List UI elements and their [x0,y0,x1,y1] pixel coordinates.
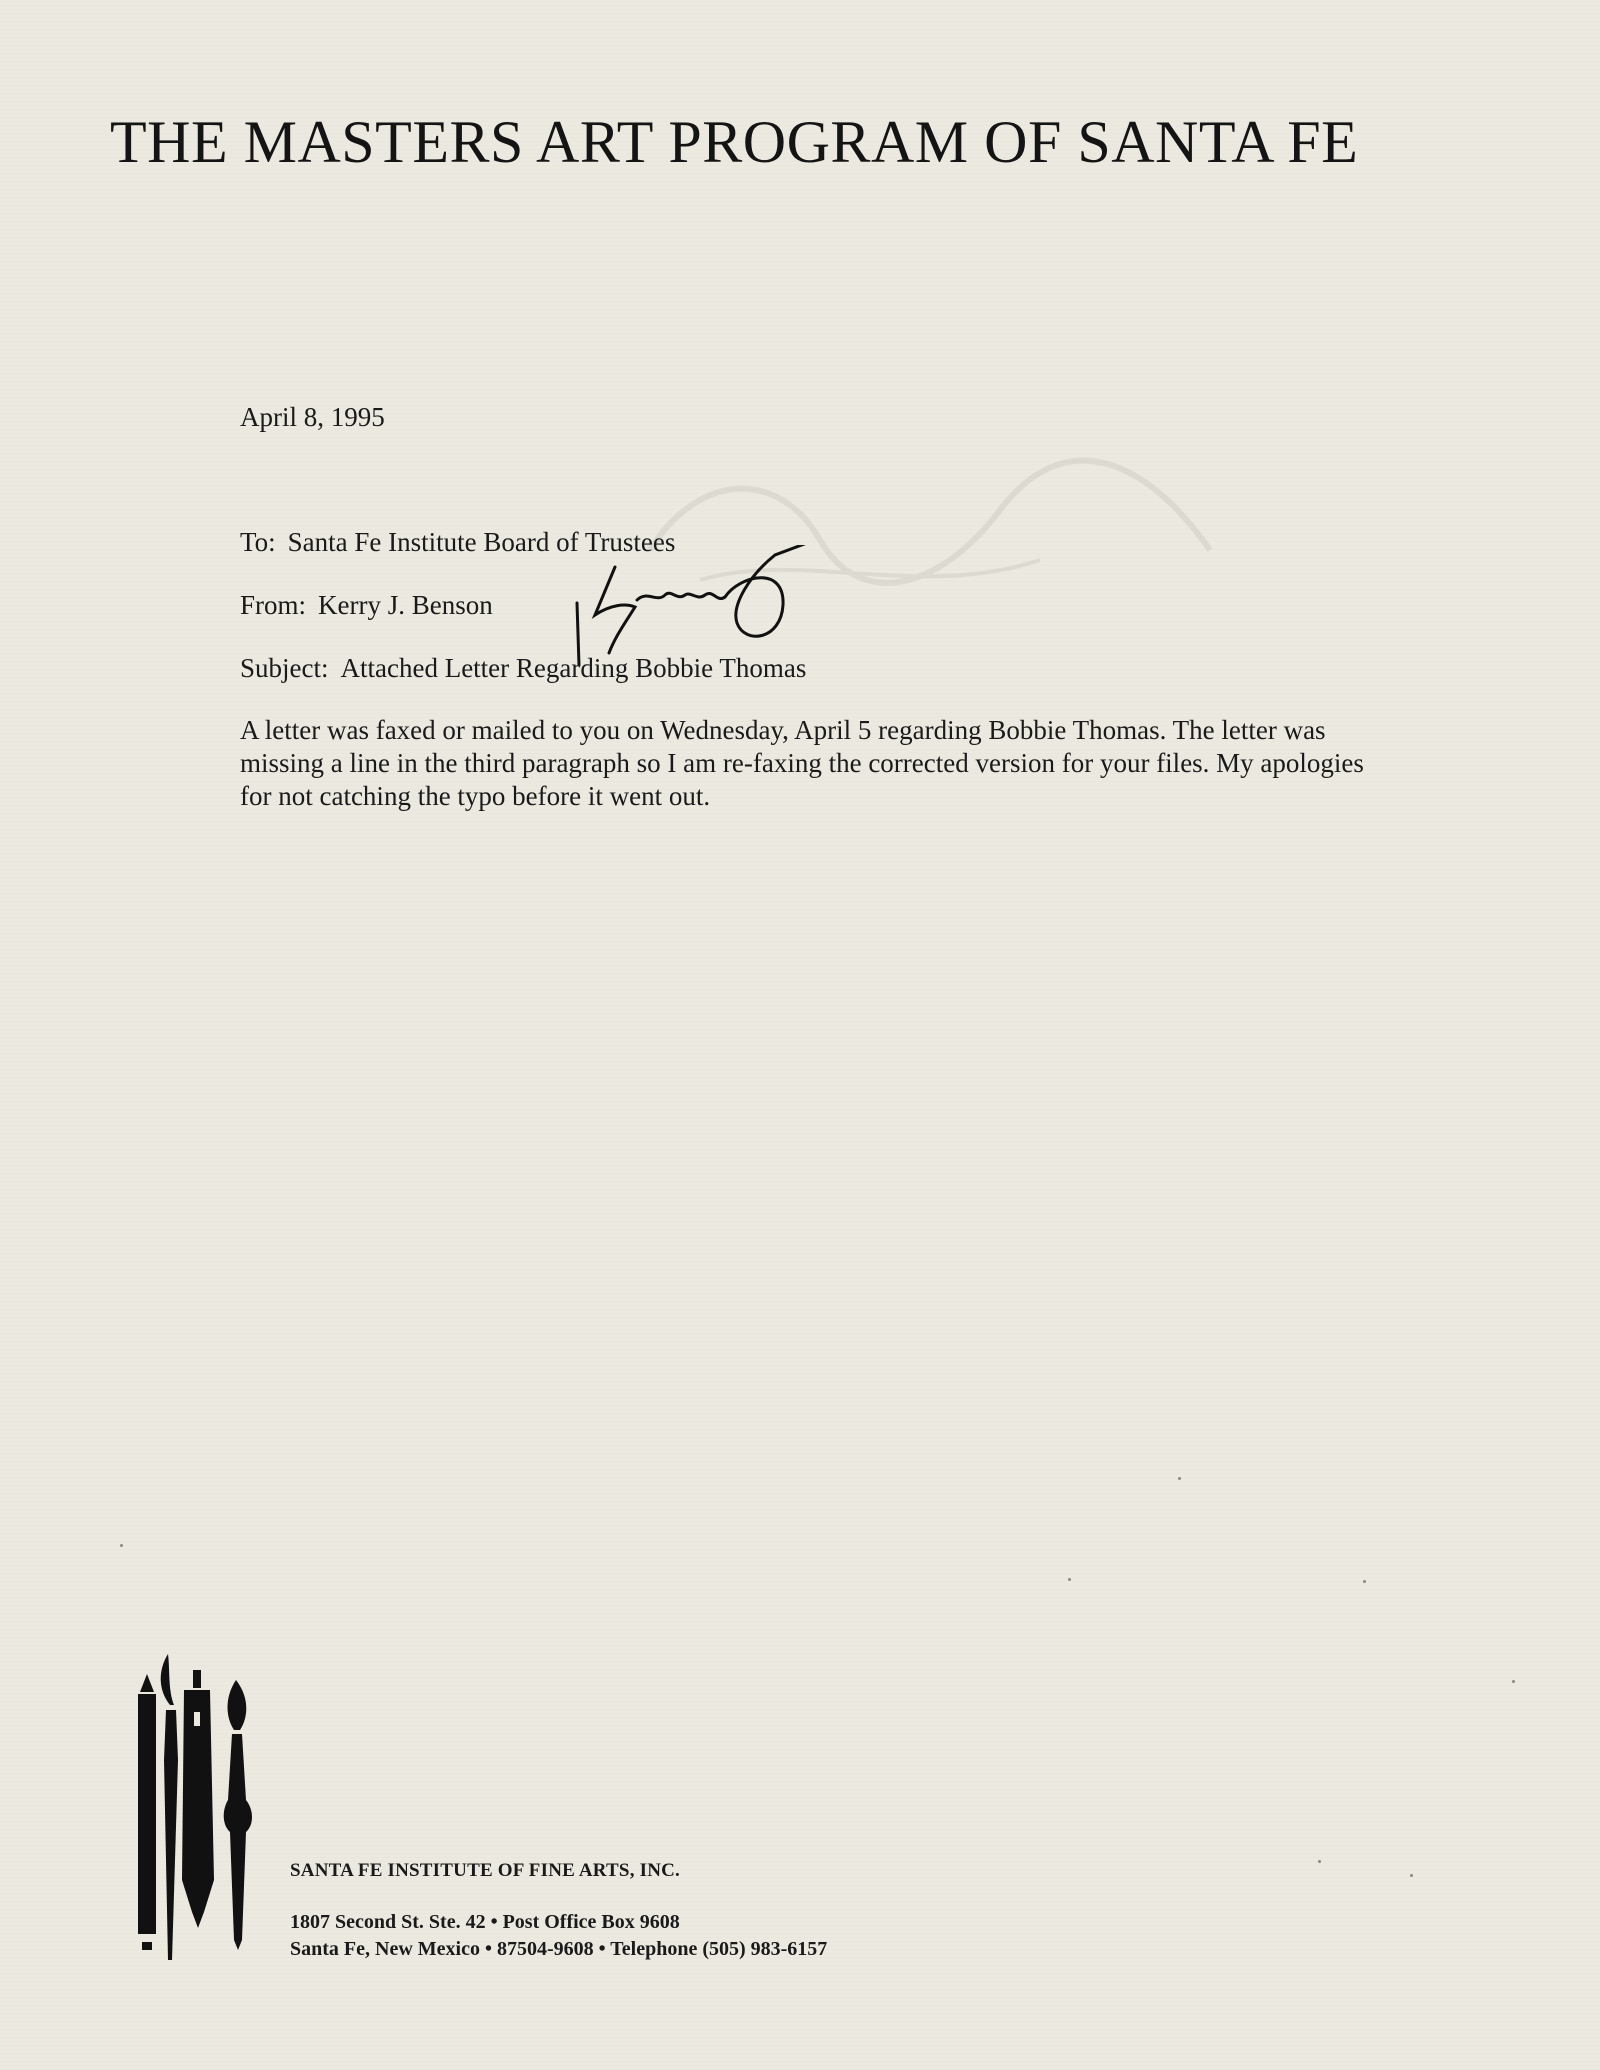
footer-address-line1: 1807 Second St. Ste. 42 • Post Office Box 9608 [290,1911,680,1933]
memo-to-value: Santa Fe Institute Board of Trustees [287,527,676,557]
memo-subject-label: Subject: [240,653,329,683]
speck [1512,1680,1515,1683]
art-tools-logo-icon [128,1650,268,1970]
memo-to-label: To: [240,527,276,557]
speck [120,1544,123,1547]
speck [1318,1860,1321,1863]
speck [1363,1580,1366,1583]
memo-subject-value: Attached Letter Regarding Bobbie Thomas [340,653,807,683]
memo-from-line [240,590,493,621]
memo-from-label: From: [240,590,307,620]
memo-body: A letter was faxed or mailed to you on Wednesday, April 5 regarding Bobbie Thomas. The letter was missing a line in the third paragraph so I am re-faxing the corrected version for your files. My apologies for not catching the typo before it went out. [240,715,1364,811]
letterhead-title: THE MASTERS ART PROGRAM OF SANTA FE [110,109,1359,175]
memo-date: April 8, 1995 [240,402,385,432]
memo-from-value: Kerry J. Benson [318,590,493,620]
speck [1410,1874,1413,1877]
memo-subject-line [240,653,806,684]
footer-address-line2: Santa Fe, New Mexico • 87504-9608 • Telephone (505) 983-6157 [290,1938,828,1960]
speck [1178,1477,1181,1480]
speck [1068,1578,1071,1581]
footer-company: SANTA FE INSTITUTE OF FINE ARTS, INC. [290,1860,680,1881]
